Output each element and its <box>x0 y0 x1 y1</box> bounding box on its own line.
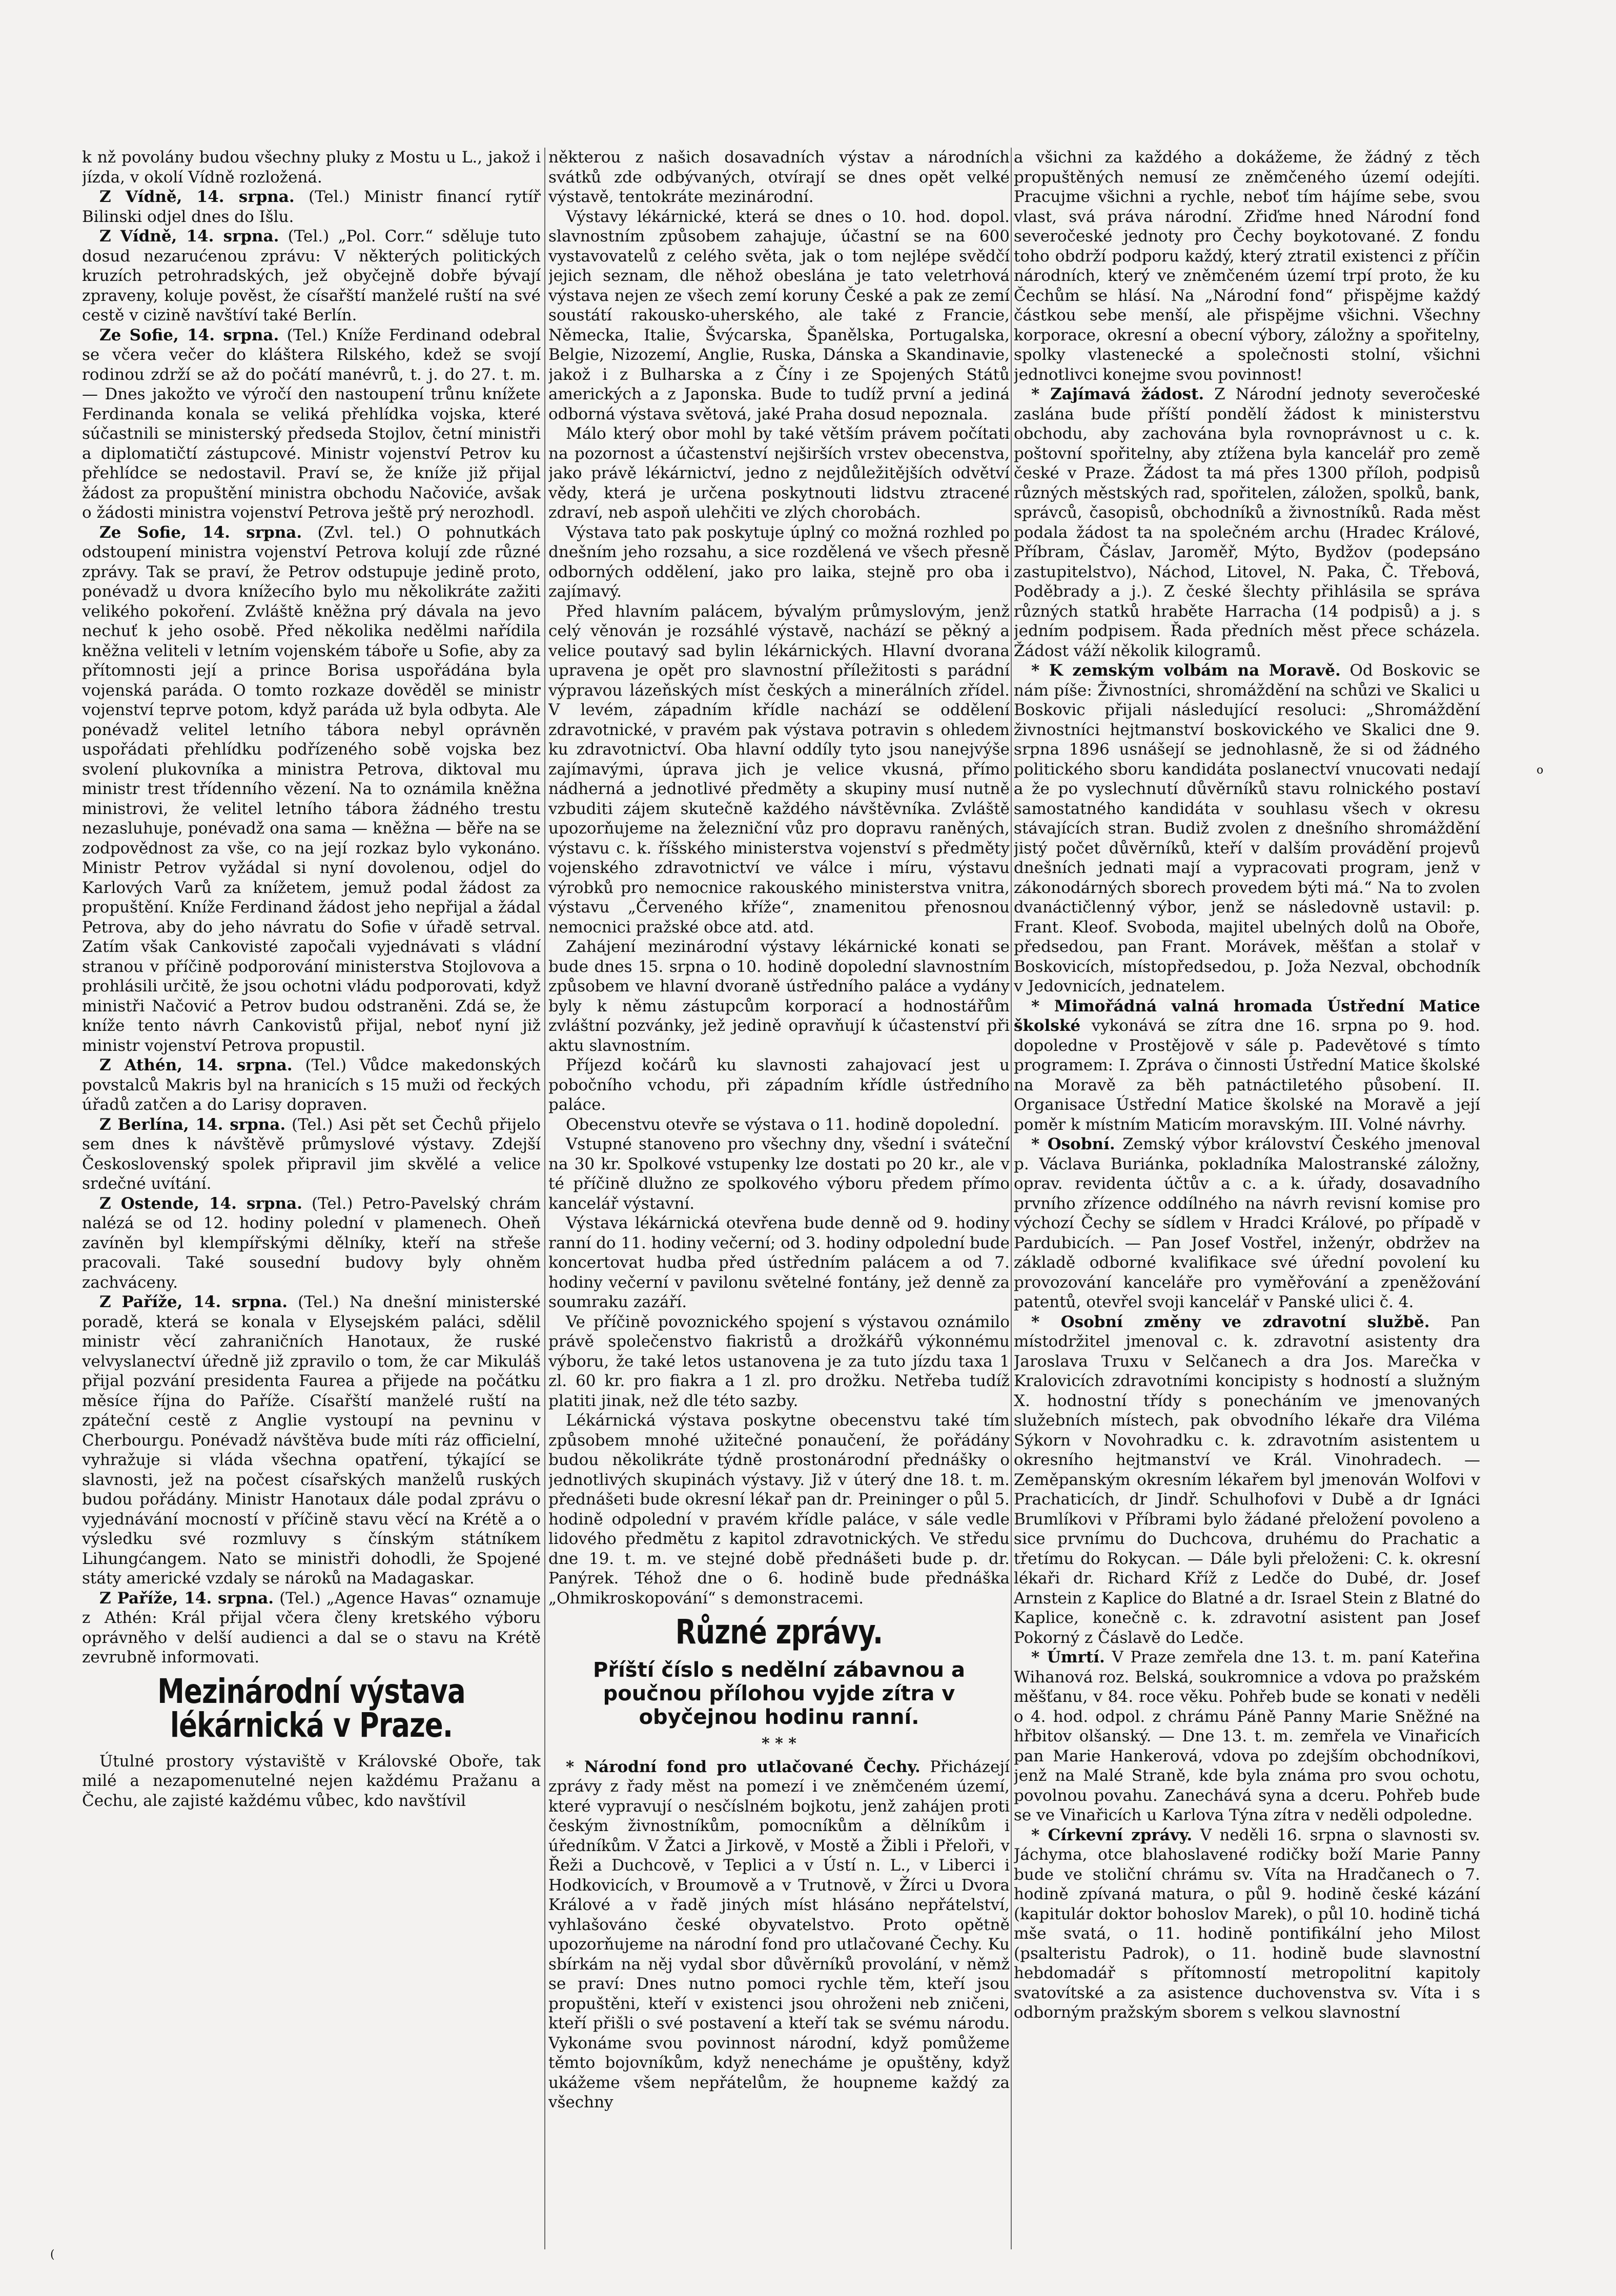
news-item <box>1014 1312 1480 1648</box>
news-item <box>82 1589 541 1668</box>
item-dateline: * Církevní zprávy. <box>1031 1825 1193 1844</box>
article-paragraph: a všichni za každého a dokážeme, že žádný z těch propuštěných nemusí ze zněmčeného území odejíti. Pracujme všichni a rychle, neboť tím hájíme sebe, svou vlast, svá práva národní. Zřiďme hned Národní fond severočeské jednoty pro Čechy boykotované. Z fondu toho obdrží podporu každý, který ztratil existenci z příčin národních, který ve zněmčeném území trpí proto, že ku Čechům se hlásí. Na „Národní fond“ přispějme každý částkou sebe menší, ale přispějme všichni. Všechny korporace, okresní a obecní výbory, záložny a spořitelny, spolky vlastenecké a společnosti stolní, všichni jednotlivci konejme svou povinnost! <box>1014 148 1480 384</box>
item-text: (Tel.) Vůdce makedonských povstalců Makris byl na hranicích s 15 muži od řeckých úřadů zatčen a do Larisy dopraven. <box>82 1056 541 1114</box>
section-heading: Různé zprávy. <box>675 1612 883 1652</box>
fund-continuation <box>1014 148 1480 384</box>
article-paragraph: Výstava lékárnická otevřena bude denně od 9. hodiny ranní do 11. hodiny večerní; od 3. hodiny odpolední bude koncertovat hudba před ústředním palácem a od 7. hodiny večerní v pavilonu světelné fontány, jež denně za soumraku zazáří. <box>548 1214 1010 1311</box>
item-dateline: Z Vídně, 14. srpna. <box>99 188 295 206</box>
item-title: * Národní fond pro utlačované Čechy. <box>566 1757 920 1776</box>
margin-mark: o <box>1537 764 1544 777</box>
item-dateline: * Osobní změny ve zdravotní službě. <box>1031 1312 1430 1331</box>
item-dateline: * Zajímavá žádost. <box>1031 385 1204 403</box>
item-dateline: Z Paříže, 14. srpna. <box>99 1293 288 1311</box>
article-paragraph: Výstava tato pak poskytuje úplný co možná rozhled po dnešním jeho rozsahu, a sice rozdělená ve všech přesně odborných oddělení, jako pro laika, stejně pro oba i zajímavý. <box>548 523 1010 601</box>
article-paragraph: Ve příčině povoznického spojení s výstavou oznámilo právě společenstvo fiakristů a drožkářů výkonnému výboru, že také letos ustanovena je za tuto jízdu taxa 1 zl. 60 kr. pro fiakra a 1 zl. pro drožku. Netřeba tudíž platiti jinak, než dle této sazby. <box>548 1312 1010 1410</box>
item-text: vykonává se zítra dne 16. srpna po 9. hod. dopoledne v Prostějově v sále p. Padevětové s tímto programem: I. Zpráva o činnosti Ústřední Matice školské na Moravě za běh patnáctiletého působení. II. Organisace Ústřední Matice školské na Moravě a její poměr k místním Maticím moravským. III. Volné návrhy. <box>1014 1017 1480 1134</box>
section-paragraph: Útulné prostory výstaviště v Královské Oboře, tak milé a nezapomenutelné nejen každému Pražanu a Čechu, ale zajisté každému vůbec, kdo navštívil <box>82 1752 541 1810</box>
news-item <box>1014 1134 1480 1312</box>
item-text: Přicházejí zprávy z řady měst na pomezí i ve zněmčeném území, které vypravují o nesčíslném bojkotu, jenž zahájen proti českým živnostníkům, pomocníkům a dělníkům i úředníkům. V Žatci a Jirkově, v Mostě a Žibli i Přeloři, v Řeži a Duchcově, v Teplici a v Ústí n. L., v Liberci i Hodkovicích, v Broumově a v Trutnově, v Žírci u Dvora Králové a v řadě jiných míst hlásáno nepřátelství, vyhlašováno české obyvatelstvo. Proto opětně upozorňujeme na národní fond pro utlačované Čechy. Ku sbírkám na něj vydal sbor důvěrníků provolání, v němž se praví: Dnes nutno pomoci rychle těm, kteří jsou propuštěni, kteří v existenci jsou ohroženi neb zničeni, kteří přišli o své postavení a kteří tak se svému národu. Vykonáme svou povinnost národní, když pomůžeme těmto bojovníkům, když nenecháme je opuštěny, když ukážeme všem nepřátelům, že houpneme každý za všechny <box>548 1757 1010 2111</box>
item-dateline: Z Ostende, 14. srpna. <box>99 1194 302 1213</box>
item-dateline: Ze Sofie, 14. srpna. <box>99 523 302 542</box>
item-dateline: * K zemským volbám na Moravě. <box>1031 661 1341 680</box>
news-items <box>82 187 541 1668</box>
item-text: (Zvl. tel.) O pohnutkách odstoupení ministra vojenství Petrova kolují zde různé zprávy. Tak se praví, že Petrov odstupuje jedině proto, ponévadž u dvora knížecího bylo mu několikráte zažiti velikého pokoření. Zvláště kněžna prý dávala na jevo nechuť k jeho osobě. Před několika nedělmi nařídila kněžna veliteli v letním vojenském táboře u Sofie, aby za přítomnosti její a prince Borisa uspořádána byla vojenská paráda. O tomto rozkaze dověděl se ministr vojenství teprve potom, když paráda už byla odbyta. Ale ponévadž velitel letního tábora nebyl oprávněn uspořádati přehlídku podřízeného sobě vojska bez svolení plukovníka a ministra Petrova, diktoval mu ministr trest třídenního vězení. Na to oznámila kněžna ministrovi, že velitel letního tábora žádného trestu nezasluhuje, ponévadž ona sama — kněžna — běře na se zodpovědnost za vše, co na její rozkaz bylo vykonáno. Ministr Petrov vyžádal si nyní dovolenou, odjel do Karlových Varů za knížetem, jemuž podal žádost za propuštění. Kníže Ferdinand žádost jeho nepřijal a žádal Petrova, aby do jeho návratu do Sofie v úřadě setrval. Zatím však Cankovisté započali vyjednávati s vládní stranou v příčině podporování ministerstva Stojlovova a prohlásili určitě, že jsou ochotni vládu podporovati, když ministři Načović a Petrov budou odstraněni. Zdá se, že kníže tento návrh Cankovistů přijal, neboť nyní již ministr vojenství Petrova propustil. <box>82 523 541 1055</box>
article-paragraph: Před hlavním palácem, bývalým průmyslovým, jenž celý věnován je rozsáhlé výstavě, nachází se pěkný a velice poutavý sad bylin lékárnických. Hlavní dvorana upravena je opět pro slavnostní příležitosti s parádní výpravou lázeňských míst českých a minerálních zřídel. V levém, západním křídle nachází se oddělení zdravotnické, v pravém pak výstava potravin s ohledem ku zdravotnictví. Oba hlavní oddíly tyto jsou nanejvýše zajímavými, úprava jich je velice vkusná, přímo nádherná a jednotlivé předměty a skupiny musí nutně vzbuditi zájem skutečně každého návštěvníka. Zvláště upozorňujeme na železniční vůz pro dopravu raněných, výstavu c. k. říšského ministerstva vojenství s předměty vojenského zdravotnictví ve válce i míru, výstavu výrobků pro nemocnice rakouského ministerstva vnitra, výstavu „Červeného kříže“, znamenitou přenosnou nemocnici pražské obce atd. atd. <box>548 602 1010 937</box>
item-dateline: Ze Sofie, 14. srpna. <box>99 326 279 344</box>
margin-mark: ( <box>50 2248 55 2261</box>
article-paragraph: Příjezd kočárů ku slavnosti zahajovací jest u pobočního vchodu, při západním křídle ústředního paláce. <box>548 1056 1010 1114</box>
section-subheading: Příští číslo s nedělní zábavnou a poučnou přílohou vyjde zítra v obyčejnou hodinu ranní. <box>593 1658 965 1729</box>
item-text: (Tel.) Kníže Ferdinand odebral se včera večer do kláštera Rilského, kdež se svojí rodinou zdrží se až do počátí manévrů, t. j. do 27. t. m. — Dnes jakožto ve výročí den nastoupení trůnu knížete Ferdinanda konala se veliká přehlídka vojska, které súčastnili se ministerský předseda Stojlov, četní ministři a diplomatičtí zástupcové. Ministr vojenství Petrov ku přehlídce se nedostavil. Praví se, že kníže již přijal žádost za propuštění ministra obchodu Načoviće, avšak o žádosti ministra vojenství Petrova ještě prý nerozhodl. <box>82 326 541 522</box>
section-title: Mezinárodní výstava lékárnická v Praze. <box>157 1671 465 1745</box>
item-text: V neděli 16. srpna o slavnosti sv. Jáchyma, otce blahoslavené rodičky boží Marie Panny bude ve stoliční chrámu sv. Víta na Hradčanech o 7. hodině zpívaná matura, o půl 9. hodině české kázání (kapitulár doktor bohoslov Marek), o půl 10. hodině tichá mše svatá, o 11. hodině pontifikální jeho Milost (psalteristu Padrok), o 11. hodině bude slavnostní hebdomadář s přítomností metropolitní kapitoly svatovítské a za asistence duchovenstva sv. Víta i s odborným pražským sborem s velkou slavnostní <box>1014 1825 1480 2022</box>
column-right <box>1014 148 1480 2260</box>
item-dateline: Z Paříže, 14. srpna. <box>99 1589 274 1608</box>
item-text: (Tel.) „Agence Havas“ oznamuje z Athén: Král přijal včera členy kretského výboru oprávněho v delší audienci a dal se o stavu na Krétě zevrubně informovati. <box>82 1589 541 1667</box>
separator-stars: * * * <box>762 1735 796 1753</box>
item-text: V Praze zemřela dne 13. t. m. paní Kateřina Wihanová roz. Belská, soukromnice a vdova po pražském měšťanu, v 84. roce věku. Pohřeb bude se konati v neděli o 4. hod. odpol. z chrámu Páně Panny Marie Sněžné na hřbitov olšanský. — Dne 13. t. m. zemřela ve Vinařicích pan Marie Hankerová, vdova po zdejším obchodníkovi, jenž na Malé Straně, kde byla známa pro svou ochotu, povolnou povahu. Zanechává syna a dceru. Pohřeb bude se ve Vinařicích u Karlova Týna zítra v neděli odpoledne. <box>1014 1648 1480 1824</box>
news-item <box>1014 1648 1480 1825</box>
column-rule <box>544 148 545 2249</box>
item-text: (Tel.) Asi pět set Čechů přijelo sem dnes k návštěvě průmyslové výstavy. Zdejší Československý spolek připravil jim skvělé a velice srdečné uvítání. <box>82 1115 541 1193</box>
news-item <box>82 326 541 523</box>
news-item <box>1014 997 1480 1135</box>
news-item <box>1014 384 1480 661</box>
column-left <box>82 148 541 2260</box>
intro-paragraph: k nž povolány budou všechny pluky z Mostu u L., jakož i jízda, v okolí Vídně rozložená. <box>82 148 541 187</box>
item-dateline: Z Athén, 14. srpna. <box>99 1056 293 1074</box>
item-text: (Tel.) Petro-Pavelský chrám nalézá se od 12. hodiny polední v plamenech. Oheň zavíněn byl klempířskými dělníky, kteří na střeše pracovali. Také sousední budovy byly ohněm zachváceny. <box>82 1194 541 1292</box>
article-paragraph: Málo který obor mohl by také větším právem počítati na pozornost a účastenství nejširších vrstev obecenstva, jako právě lékárnictví, jedno z nejdůležitějších odvětví vědy, která je určena poskytnouti lidstvu ztracené zdraví, neb aspoň ulehčiti ve zlých chorobách. <box>548 424 1010 522</box>
news-item <box>1014 1825 1480 2023</box>
news-item <box>1014 661 1480 997</box>
news-item <box>82 1194 541 1293</box>
news-items <box>1014 384 1480 2023</box>
news-item <box>82 1055 541 1115</box>
item-text: (Tel.) Na dnešní ministerské poradě, která se konala v Elysejském paláci, sdělil ministr věcí zahraničních Hanotaux, že ruské velvyslanectví úředně již zpravilo o tom, že car Mikuláš přijal pozvání presidenta Faurea a přijede na počátku měsíce října do Paříže. Císařští manželé ruští na zpáteční cestě z Anglie vystoupí na pevninu v Cherbourgu. Ponévadž návštěva bude míti ráz officielní, vyhražuje si vláda všechna opatření, týkající se slavnosti, jež na počest císařských manželů ruských budou pořádány. Ministr Hanotaux dále podal zprávu o vyjednávání mocností v příčině stavu věcí na Krétě a o výsledku své rozmluvy s čínským státníkem Lihungćangem. Nato se ministři dohodli, že Spojené státy americké vzdaly se nároků na Madagaskar. <box>82 1293 541 1588</box>
article-paragraph: Vstupné stanoveno pro všechny dny, všední i sváteční na 30 kr. Spolkové vstupenky lze dostati po 20 kr., ale v té příčině dlužno ze spolkového výboru předem přímo kancelář výstavní. <box>548 1135 1010 1213</box>
exhibition-article <box>548 148 1010 1608</box>
item-text: (Tel.) „Pol. Corr.“ sděluje tuto dosud nezarućenou zprávu: V některých politických kruzích petrohradských, jež obyčejně dobře bývají zpraveny, koluje pověst, že císařští manželé ruští na své cestě v cizině navštíví také Berlín. <box>82 227 541 324</box>
column-rule <box>1011 148 1012 2249</box>
article-paragraph: Výstavy lékárnické, která se dnes o 10. hod. dopol. slavnostním způsobem zahajuje, účastní se na 600 vystavovatelů z celého světa, jak o tom nejlépe svědčí jejich seznam, dle něhož obeslána je tato veletrhová výstava nejen ze všech zemí koruny České a pak ze zemí soustátí rakousko-uherského, ale také z Francie, Německa, Italie, Švýcarska, Španělska, Portugalska, Belgie, Nizozemí, Anglie, Ruska, Dánska a Skandinavie, jakož i z Bulharska a z Číny i ze Spojených Států amerických a z Japonska. Bude to tudíž první a jediná odborná výstava světová, jaké Praha dosud nepoznala. <box>548 207 1010 423</box>
item-dateline: * Úmrtí. <box>1031 1648 1105 1667</box>
item-text: Z Národní jednoty severočeské zaslána bude příští pondělí žádost k ministerstvu obchodu, aby zachována byla rovnoprávnost u c. k. poštovní spořitelny, aby ztížena byla kancelář pro země české v Praze. Žádost ta má přes 1300 příloh, podpisů různých městských rad, spořitelen, záložen, spolků, bank, správců, časopisů, obchodníků a živnostníků. Rada měst podala žádost ta na společném archu (Hradec Králové, Příbram, Čáslav, Jaroměř, Mýto, Bydžov (podepsáno zastupitelstvo), Náchod, Litovel, N. Paka, Č. Třebová, Poděbrady a j.). Z české šlechty přihlásila se správa různých statků hraběte Harracha (14 podpisů) a j. s jedním podpisem. Řada předních měst přece scházela. Žádost váží několik kilogramů. <box>1014 385 1480 660</box>
article-paragraph: některou z našich dosavadních výstav a národních svátků zde odbývaných, otvírají se dnes opět velké výstavě, tentokráte mezinárodní. <box>548 148 1010 206</box>
news-item <box>82 1115 541 1194</box>
item-text: (Tel.) Ministr financí rytíř Bilinski odjel dnes do Išlu. <box>82 188 541 226</box>
item-text: Pan místodržitel jmenoval c. k. zdravotní asistenty dra Jaroslava Truxu v Selčanech a dra Jos. Marečka v Kralovicích zdravotními koncipisty s hodností a služným X. hodnostní třídy s ponecháním ve jmenovaných služebních místech, pak obvodního lékaře dra Viléma Sýkorn v Novohradku c. k. zdravotním asistentem u okresního hejtmanství ve Král. Vinohradech. — Zeměpanským okresním lékařem byl jmenován Wolfovi v Prachaticích, dr Jindř. Schulhofovi v Dubě a dr Ignáci Brumlíkovi v Příbrami bylo žádané přeložení povoleno a sice prvnímu do Duchcova, druhému do Prachatic a třetímu do Rokycan. — Dále byli přeloženi: C. k. okresní lékaři dr. Richard Kříž z Ledče do Dubé, dr. Josef Arnstein z Kaplice do Blatné a dr. Israel Stein z Blatné do Kaplice, konečně c. k. zdravotní asistent pan Josef Pokorný z Čáslavě do Ledče. <box>1014 1312 1480 1647</box>
news-item <box>82 227 541 326</box>
item-dateline: * Mimořádná valná hromada Ústřední Matice školské <box>1014 997 1480 1035</box>
news-item <box>82 187 541 227</box>
item-dateline: Z Vídně, 14. srpna. <box>99 227 279 246</box>
item-text: Od Boskovic se nám píše: Živnostníci, shromáždění na schůzi ve Skalici u Boskovic přijali následující resoluci: „Shromáždění živnostníci hejtmanství boskovického ve Skalici dne 9. srpna 1896 usnášejí se jednohlasně, že si od žádného politického sboru kandidáta poslanectví vnucovati nedají a že po vyslechnutí důvěrníků stavu rolnického postaví samostatného kandidáta v souhlasu všech v okresu stávajících stran. Budiž zvolen z dnešního shromáždění jistý počet důvěrníků, kteří v dalším provádění projevů dnešních jednati mají a vypracovati program, jenž v zákonodárných sborech provedem býti má.“ Na to zvolen dvanáctičlenný výbor, jenž se následovně ustavil: p. Frant. Kleof. Svoboda, majitel ubelných dolů na Oboře, předsedou, pan Frant. Morávek, měšťan a stolař v Boskovicích, místopředsedou, p. Joža Nezval, obchodník v Jedovnicích, jednatelem. <box>1014 661 1480 995</box>
item-dateline: * Osobní. <box>1031 1135 1115 1153</box>
article-paragraph: Obecenstvu otevře se výstava o 11. hodině dopolední. <box>566 1115 999 1134</box>
news-item <box>82 1292 541 1589</box>
article-paragraph: Zahájení mezinárodní výstavy lékárnické konati se bude dnes 15. srpna o 10. hodině dopolední slavnostním způsobem ve hlavní dvoraně ústředního paláce a vydány byly k němu zástupcům korporací a hodnostářům zvláštní pozvánky, jež jedině opravňují k účastenství při aktu slavnostním. <box>548 938 1010 1055</box>
item-text: Zemský výbor království Českého jmenoval p. Václava Buriánka, pokladníka Malostranské záložny, oprav. revidenta účtův a c. a k. úřady, dosavadního prvního zřízence oddílného na návrh revisní komise pro výchozí Čechy se sídlem v Hradci Králové, po případě v Pardubicích. — Pan Josef Vostřel, inženýr, obdržev na základě odborné kvalifikace své úřední povolení ku provozování kanceláře pro vyměřování a zpeněžování patentů, otevřel svoji kancelář v Panské ulici č. 4. <box>1014 1135 1480 1311</box>
column-middle <box>548 148 1010 2260</box>
item-dateline: Z Berlína, 14. srpna. <box>99 1115 286 1134</box>
article-paragraph: Lékárnická výstava poskytne obecenstvu také tím způsobem mnohé užitečné ponaučení, že pořádány budou několikráte týdně prostonárodní přednášky o jednotlivých skupinách výstavy. Již v úterý dne 18. t. m. přednášeti bude okresní lékař pan dr. Preininger o půl 5. hodině odpolední v pravém křídle paláce, v sále vedle lidového předmětu z kapitol zdravotnických. Ve středu dne 19. t. m. ve stejné době přednášeti bude p. dr. Panýrek. Téhož dne o 6. hodině bude přednáška „Ohmikroskopování“ s demonstracemi. <box>548 1411 1010 1608</box>
news-item <box>82 523 541 1056</box>
